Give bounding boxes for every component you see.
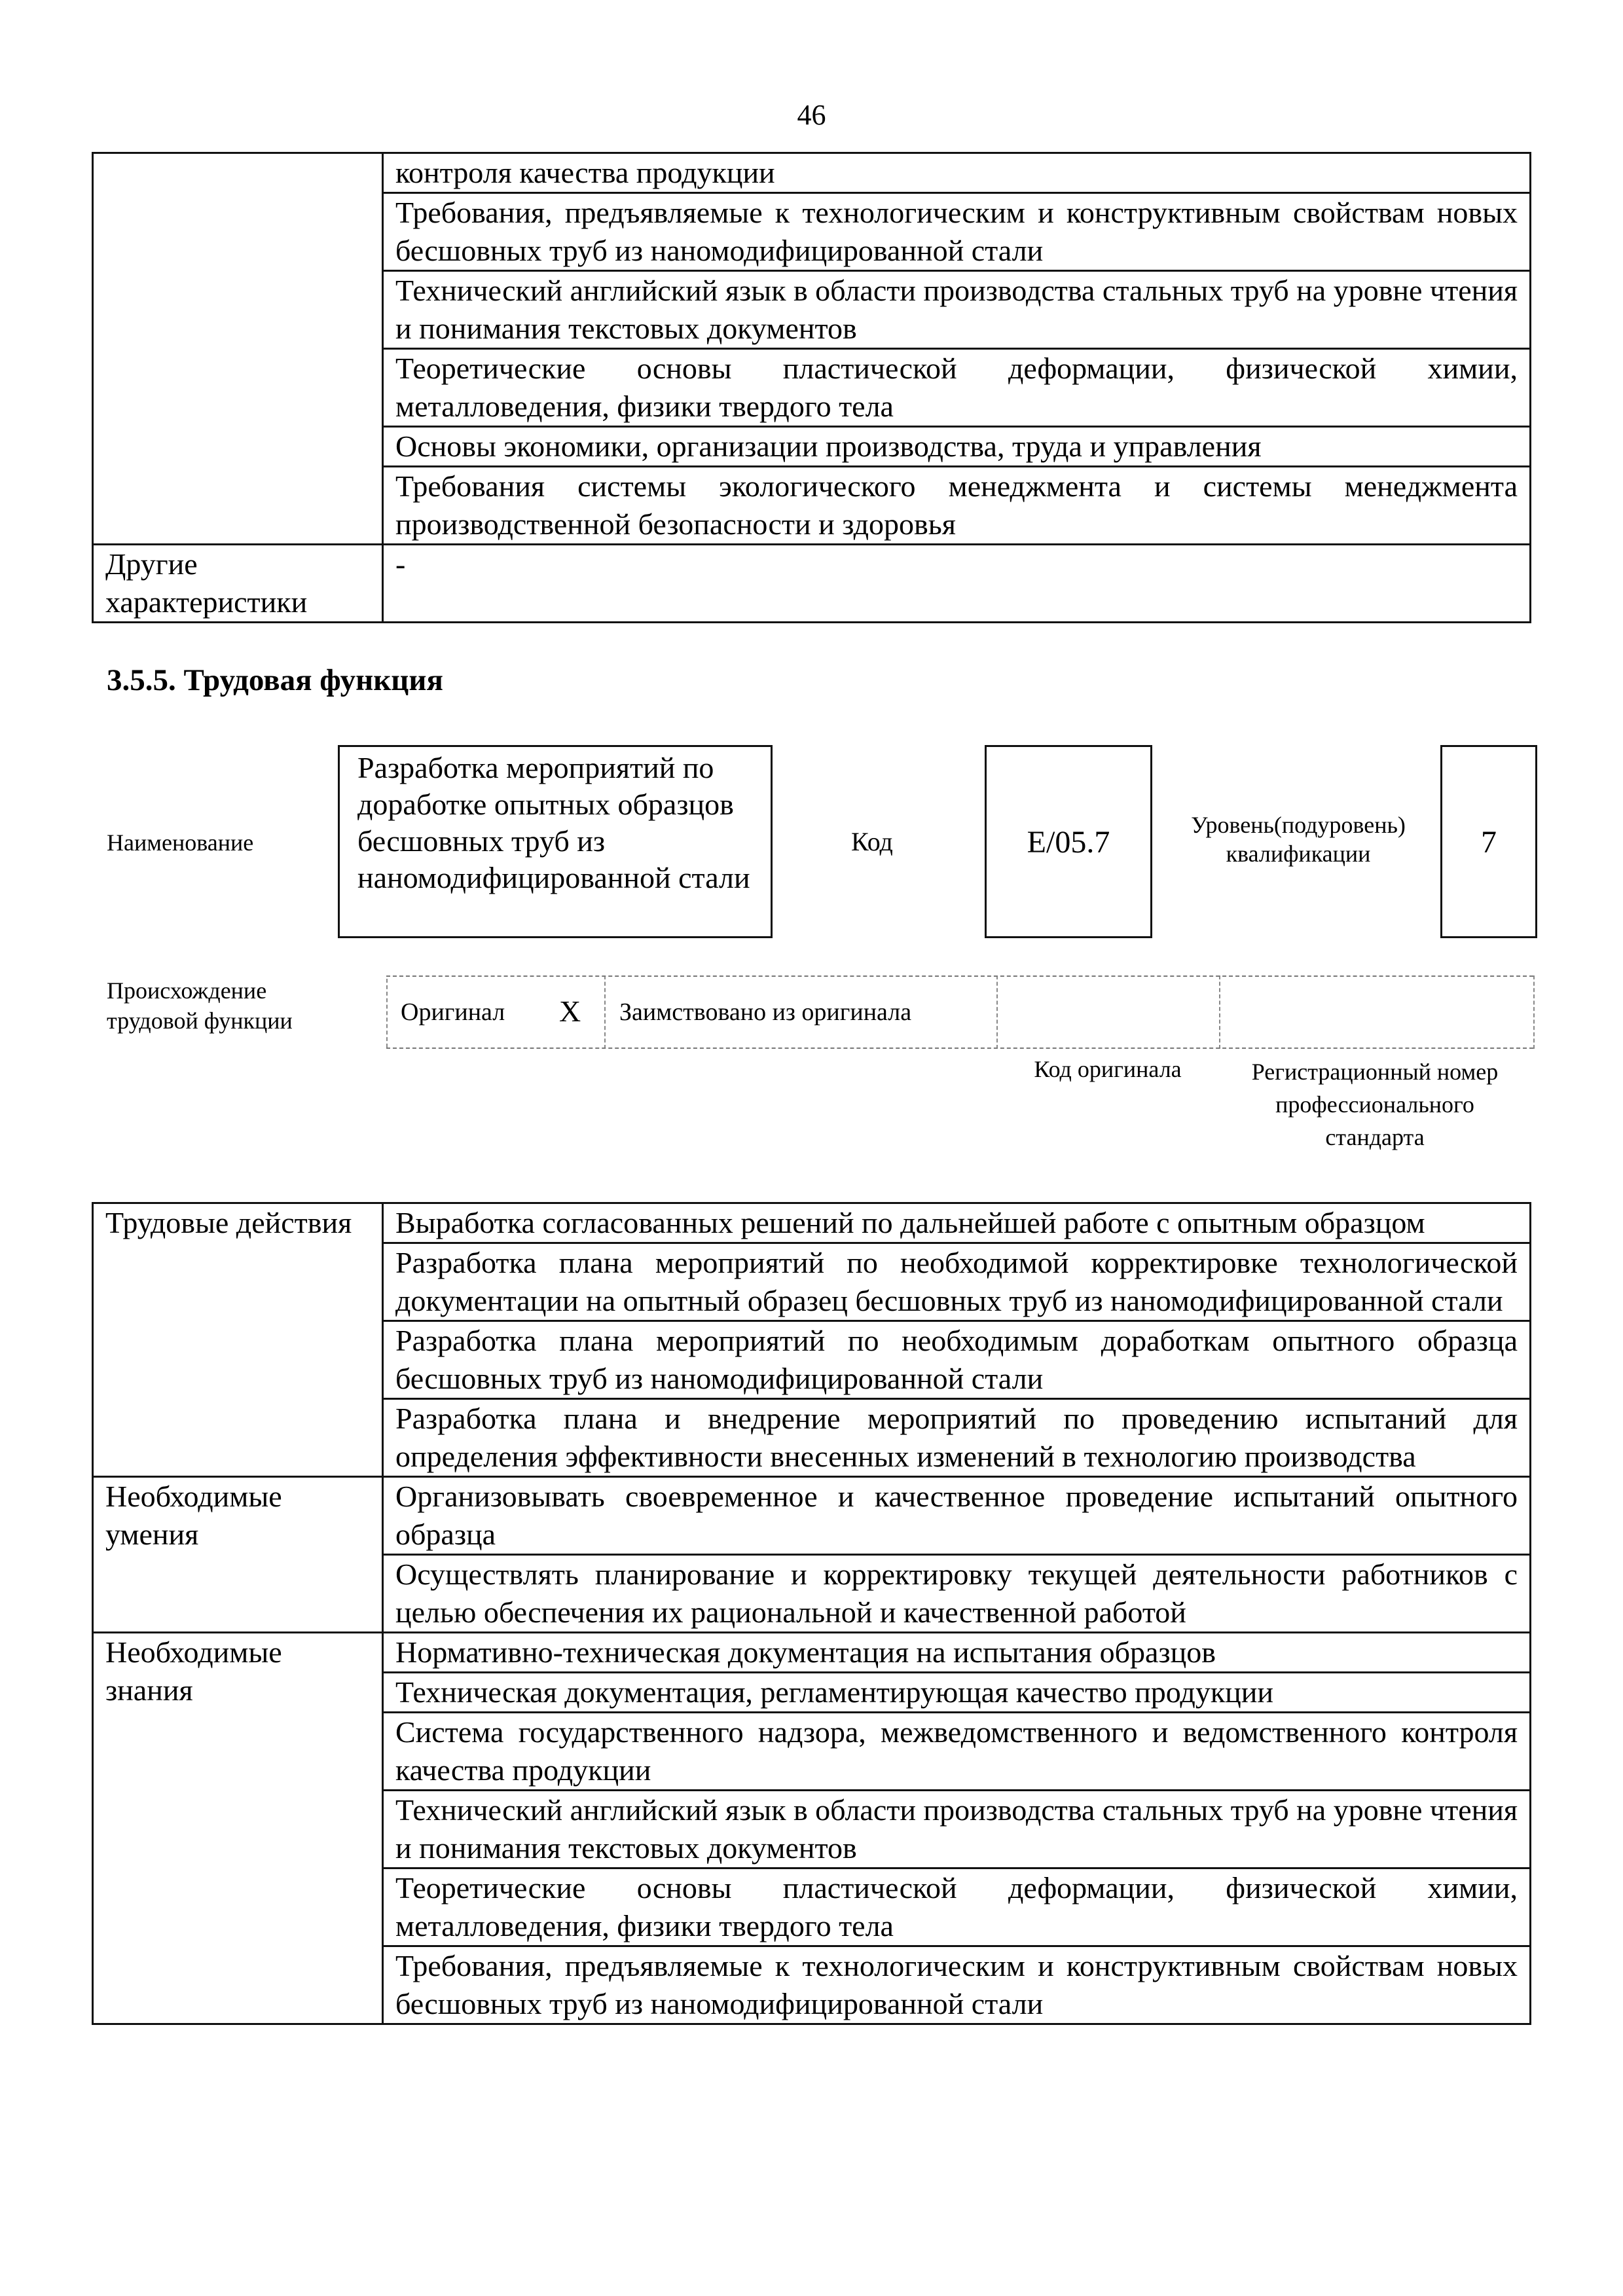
table-cell: Организовывать своевременное и качественное проведение испытаний опытного образца: [383, 1477, 1531, 1555]
origin-label: Происхождение трудовой функции: [107, 977, 293, 1034]
borrowed-label: Заимствовано из оригинала: [619, 998, 912, 1026]
required-skills-label: Необходимые умения: [93, 1477, 383, 1633]
code-value: E/05.7: [1027, 825, 1110, 860]
table-cell: Основы экономики, организации производства, труда и управления: [383, 427, 1531, 467]
table-cell: Технический английский язык в области производства стальных труб на уровне чтения и понимания текстовых документов: [383, 1791, 1531, 1868]
section-heading: 3.5.5. Трудовая функция: [107, 663, 443, 697]
table-cell: Теоретические основы пластической деформации, физической химии, металловедения, физики твердого тела: [383, 1868, 1531, 1946]
table-cell: Технический английский язык в области производства стальных труб на уровне чтения и понимания текстовых документов: [383, 271, 1531, 349]
original-mark: X: [559, 994, 581, 1028]
original-label: Оригинал: [401, 998, 505, 1026]
table-cell: Разработка плана мероприятий по необходимой корректировке технологической документации на опытный образец бесшовных труб из наномодифицированной стали: [383, 1243, 1531, 1321]
row-label: [93, 153, 383, 545]
table-row: [93, 545, 1531, 623]
level-label: Уровень(подуровень) квалификации: [1191, 812, 1406, 867]
table-row: [93, 153, 1531, 193]
page-number: 46: [797, 99, 826, 131]
table-cell: Техническая документация, регламентирующая качество продукции: [383, 1673, 1531, 1713]
table-row: [93, 1633, 1531, 1673]
other-characteristics-label: Другие характеристики: [93, 545, 383, 623]
table-cell: Требования, предъявляемые к технологическим и конструктивным свойствам новых бесшовных труб из наномодифицированной стали: [383, 193, 1531, 271]
level-box: [1440, 745, 1537, 938]
level-value: 7: [1481, 825, 1497, 860]
table-cell: Требования системы экологического менеджмента и системы менеджмента производственной безопасности и здоровья: [383, 467, 1531, 545]
table-cell: Разработка плана мероприятий по необходимым доработкам опытного образца бесшовных труб из наномодифицированной стали: [383, 1321, 1531, 1399]
table-row: [93, 1477, 1531, 1555]
labor-function-table: [92, 1202, 1531, 2025]
name-label: Наименование: [107, 829, 254, 856]
table-cell: Теоретические основы пластической деформации, физической химии, металловедения, физики твердого тела: [383, 349, 1531, 427]
table-cell: Осуществлять планирование и корректировку текущей деятельности работников с целью обеспечения их рациональной и качественной работой: [383, 1555, 1531, 1633]
code-original-label: Код оригинала: [1034, 1056, 1182, 1082]
code-box: [985, 745, 1152, 938]
table-cell: Нормативно-техническая документация на испытания образцов: [383, 1633, 1531, 1673]
code-label: Код: [851, 827, 893, 856]
table-row: [93, 1203, 1531, 1243]
table-cell: Выработка согласованных решений по дальнейшей работе с опытным образцом: [383, 1203, 1531, 1243]
labor-actions-label: Трудовые действия: [93, 1203, 383, 1477]
knowledge-continuation-table: [92, 152, 1531, 623]
table-cell: контроля качества продукции: [383, 153, 1531, 193]
table-cell: Система государственного надзора, межведомственного и ведомственного контроля качества продукции: [383, 1713, 1531, 1791]
table-cell: Требования, предъявляемые к технологическим и конструктивным свойствам новых бесшовных труб из наномодифицированной стали: [383, 1946, 1531, 2024]
name-box: [338, 745, 773, 938]
table-cell: Разработка плана и внедрение мероприятий по проведению испытаний для определения эффективности внесенных изменений в технологию производства: [383, 1399, 1531, 1477]
required-knowledge-label: Необходимые знания: [93, 1633, 383, 2024]
other-characteristics-value: -: [383, 545, 1531, 623]
reg-number-label: Регистрационный номер профессионального стандарта: [1251, 1059, 1499, 1150]
function-name-value: Разработка мероприятий по доработке опытных образцов бесшовных труб из наномодифицированной стали: [357, 751, 750, 894]
